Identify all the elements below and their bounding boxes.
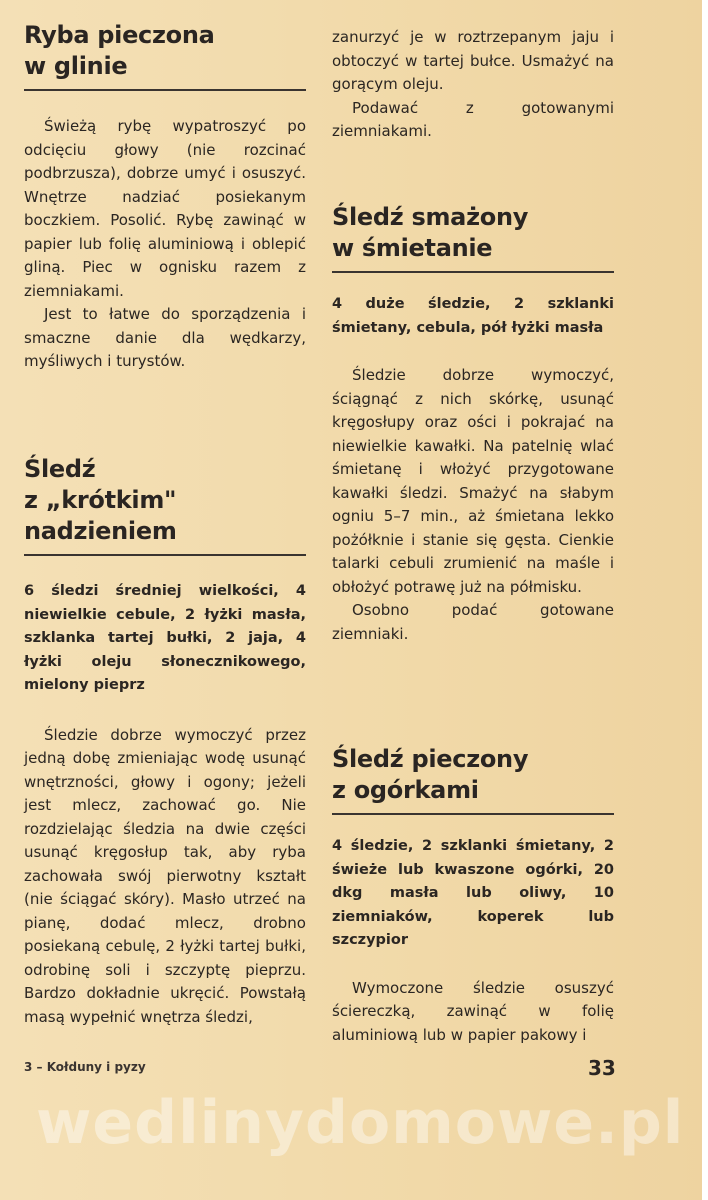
ingredients-list: 4 śledzie, 2 szklanki śmietany, 2 świeże lub kwaszone ogórki, 20 dkg masła lub oliwy, 10 ziemniaków, koperek lub szczypior xyxy=(332,838,614,948)
title-line-2: z „krótkim" nadzieniem xyxy=(24,486,177,545)
title-line-2: w glinie xyxy=(24,52,128,80)
recipe-paragraph: Śledzie dobrze wymoczyć przez jedną dobę zmieniając wodę usunąć wnętrzności, głowy i ogony; jeżeli jest mlecz, zachować go. Nie rozdzielając śledzia na dwie części usunąć kręgosłup tak, aby ryba zachowała swój pierwotny kształt (nie ściągać skóry). Masło utrzeć na pianę, dodać mlecz, drobno posiekaną cebulę, 2 łyżki tartej bułki, odrobinę soli i szczyptę pieprzu. Bardzo dokładnie ukręcić. Powstałą masą wypełnić wnętrza śledzi, xyxy=(24,725,306,1026)
title-divider xyxy=(24,554,306,556)
page-edge xyxy=(702,0,708,1200)
recipe-paragraph: Wymoczone śledzie osuszyć ściereczką, zawinąć w folię aluminiową lub w papier pakowy i xyxy=(332,978,614,1044)
title-divider xyxy=(332,813,614,815)
ingredients-list: 6 śledzi średniej wielkości, 4 niewielkie cebule, 2 łyżki masła, szklanka tartej bułki, 2 jaja, 4 łyżki oleju słonecznikowego, mielony pieprz xyxy=(24,583,306,693)
title-line-1: Śledź xyxy=(24,455,96,483)
title-line-1: Śledź smażony xyxy=(332,203,529,231)
recipe-paragraph: Podawać z gotowanymi ziemniakami. xyxy=(332,98,614,140)
recipe-continuation xyxy=(332,26,614,144)
title-divider xyxy=(332,271,614,273)
title-line-1: Ryba pieczona xyxy=(24,21,215,49)
recipe-title xyxy=(24,20,306,82)
title-line-2: w śmietanie xyxy=(332,234,493,262)
recipe-ryba-pieczona xyxy=(24,20,306,374)
title-line-1: Śledź pieczony xyxy=(332,745,529,773)
signature-mark: 3 – Kołduny i pyzy xyxy=(24,1060,146,1074)
recipe-paragraph: Świeżą rybę wypatroszyć po odcięciu głowy (nie rozcinać podbrzusza), dobrze umyć i osuszyć. Wnętrze nadziać posiekanym boczkiem. Posolić. Rybę zawinąć w papier lub folię aluminiową i oblepić gliną. Piec w ognisku razem z ziemniakami. xyxy=(24,117,306,300)
title-divider xyxy=(24,89,306,91)
recipe-sledz-pieczony xyxy=(332,744,614,1047)
recipe-sledz-krotkim xyxy=(24,454,306,1029)
title-line-2: z ogórkami xyxy=(332,776,479,804)
watermark: wedlinydomowe.pl xyxy=(36,1088,685,1158)
recipe-sledz-smazony xyxy=(332,202,614,646)
page-number: 33 xyxy=(588,1056,616,1080)
recipe-paragraph: zanurzyć je w roztrzepanym jaju i obtoczyć w tartej bułce. Usmażyć na gorącym oleju. xyxy=(332,28,614,93)
recipe-paragraph: Osobno podać gotowane ziemniaki. xyxy=(332,601,614,643)
recipe-title xyxy=(332,744,614,806)
recipe-paragraph: Jest to łatwe do sporządzenia i smaczne danie dla wędkarzy, myśliwych i turystów. xyxy=(24,305,306,370)
recipe-title xyxy=(332,202,614,264)
recipe-paragraph: Śledzie dobrze wymoczyć, ściągnąć z nich skórkę, usunąć kręgosłupy oraz ości i pokrajać na niewielkie kawałki. Na patelnię wlać śmietanę i włożyć przygotowane kawałki śledzi. Smażyć na słabym ogniu 5–7 min., aż śmietana lekko pożółknie i stanie się gęsta. Cienkie talarki cebuli zrumienić na maśle i obłożyć potrawę już na półmisku. xyxy=(332,366,614,596)
ingredients-list: 4 duże śledzie, 2 szklanki śmietany, cebula, pół łyżki masła xyxy=(332,296,614,336)
recipe-title xyxy=(24,454,306,547)
